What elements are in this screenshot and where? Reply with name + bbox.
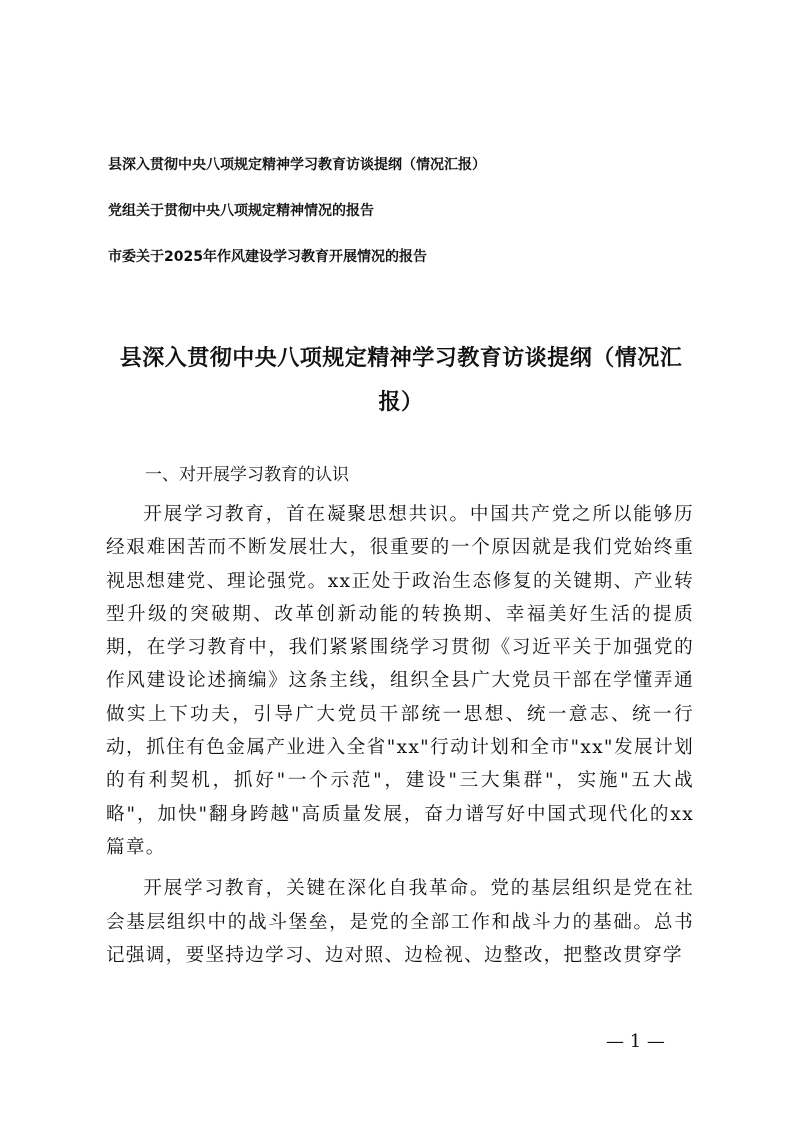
section-heading: 一、对开展学习教育的认识 bbox=[145, 465, 349, 485]
related-document-link[interactable]: 县深入贯彻中央八项规定精神学习教育访谈提纲（情况汇报） bbox=[108, 157, 486, 173]
document-title: 县深入贯彻中央八项规定精神学习教育访谈提纲（情况汇报） bbox=[119, 346, 683, 415]
page-number: — 1 — bbox=[606, 1031, 665, 1052]
related-document-link[interactable]: 党组关于贯彻中央八项规定精神情况的报告 bbox=[108, 203, 374, 219]
body-paragraph: 开展学习教育，关键在深化自我革命。党的基层组织是党在社会基层组织中的战斗堡垒，是党的全部工作和战斗力的基础。总书记强调，要坚持边学习、边对照、边检视、边整改，把整改贯穿学 bbox=[106, 878, 694, 966]
related-document-link[interactable]: 市委关于2025年作风建设学习教育开展情况的报告 bbox=[108, 249, 427, 265]
body-paragraph: 开展学习教育，首在凝聚思想共识。中国共产党之所以能够历经艰难困苦而不断发展壮大，很重要的一个原因就是我们党始终重视思想建党、理论强党。xx正处于政治生态修复的关键期、产业转型升级的突破期、改革创新动能的转换期、幸福美好生活的提质期，在学习教育中，我们紧紧围绕学习贯彻《习近平关于加强党的作风建设论述摘编》这条主线，组织全县广大党员干部在学懂弄通做实上下功夫，引导广大党员干部统一思想、统一意志、统一行动，抓住有色金属产业进入全省"xx"行动计划和全市"xx"发展计划的有利契机，抓好"一个示范"，建设"三大集群"，实施"五大战略"，加快"翻身跨越"高质量发展，奋力谱写好中国式现代化的xx篇章。 bbox=[106, 504, 694, 858]
related-documents-list bbox=[108, 155, 728, 293]
document-body bbox=[106, 498, 694, 980]
